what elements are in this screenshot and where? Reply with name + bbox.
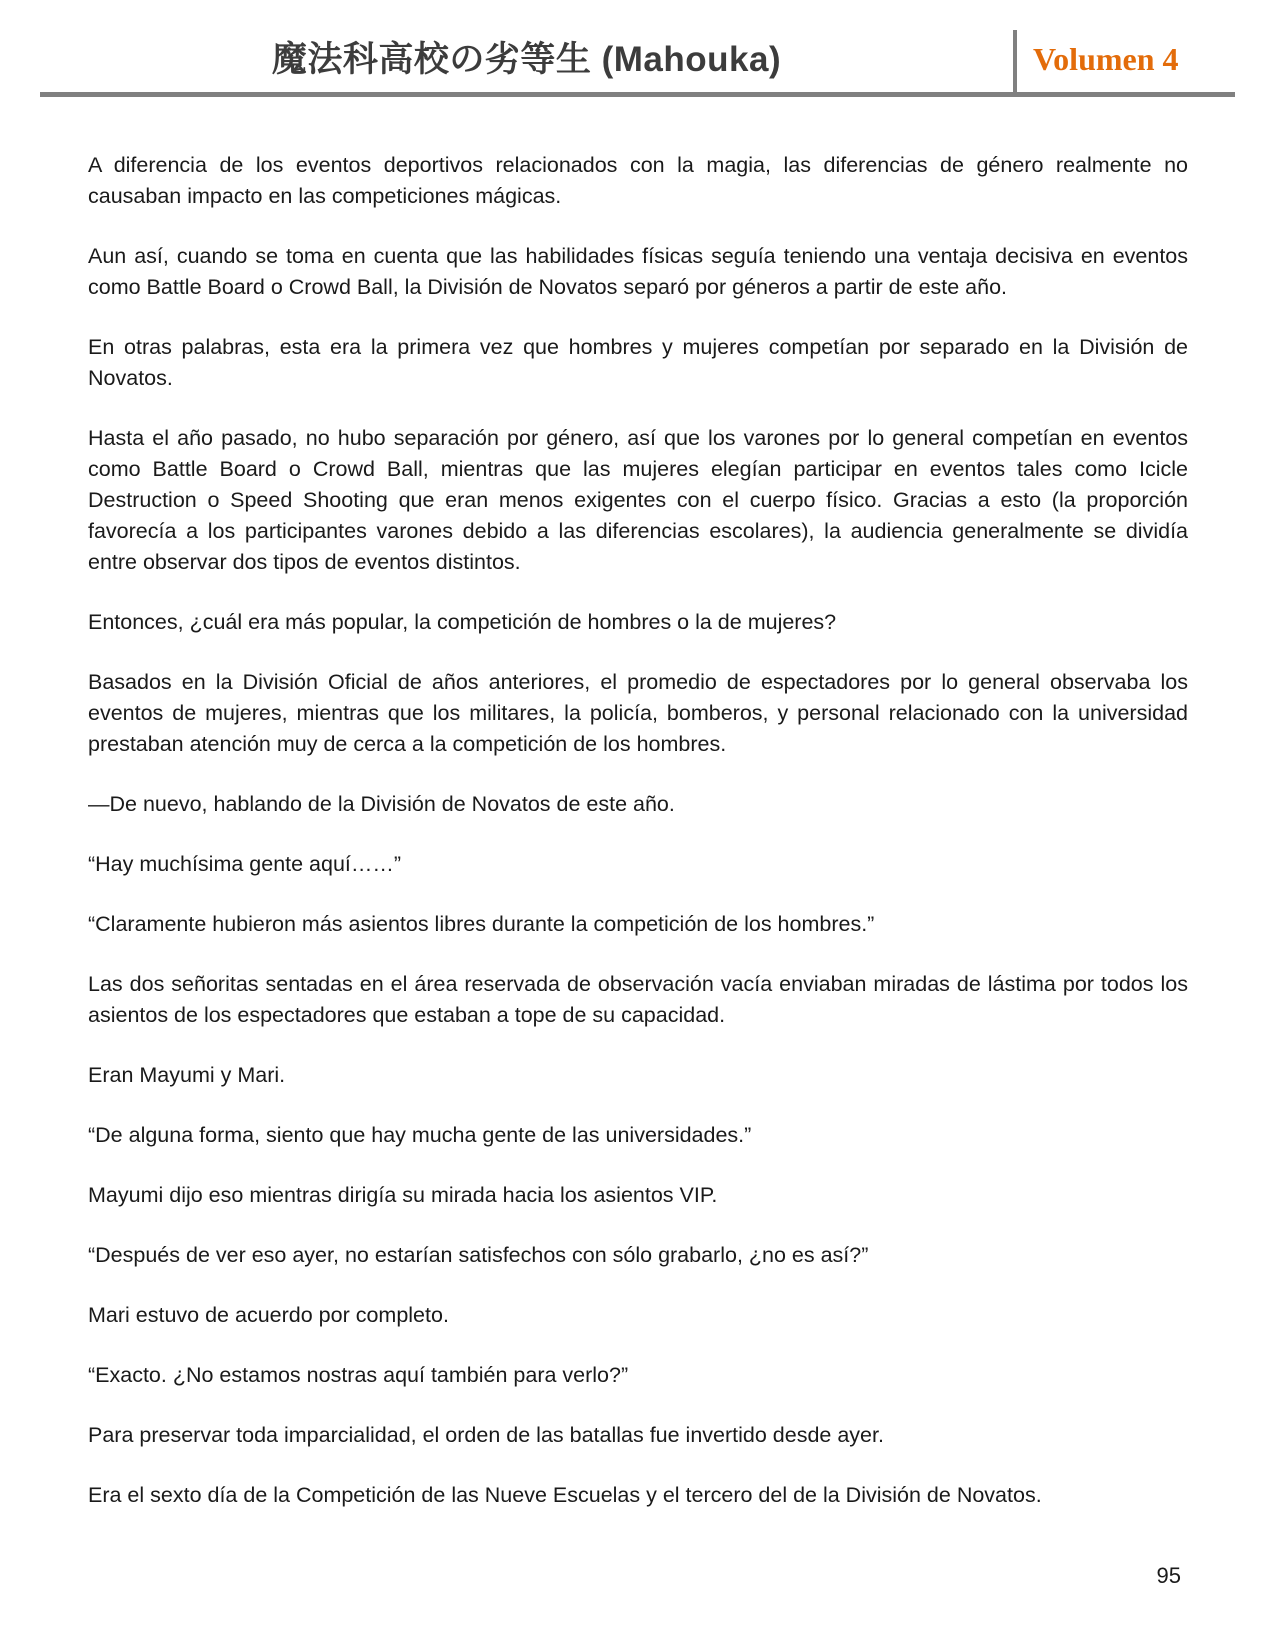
- paragraph: Mari estuvo de acuerdo por completo.: [88, 1303, 449, 1327]
- paragraph: “Después de ver eso ayer, no estarían satisfechos con sólo grabarlo, ¿no es así?”: [88, 1243, 869, 1267]
- body-text: [0, 97, 1275, 1511]
- paragraph: Basados en la División Oficial de años anteriores, el promedio de espectadores por lo general observaba los eventos de mujeres, mientras que los militares, la policía, bomberos, y personal relacionado con la universidad prestaban atención muy de cerca a la competición de los hombres.: [88, 670, 1188, 756]
- paragraph: “Exacto. ¿No estamos nostras aquí también para verlo?”: [88, 1363, 629, 1387]
- paragraph: —De nuevo, hablando de la División de Novatos de este año.: [88, 792, 675, 816]
- header-title-zone: [40, 32, 1013, 92]
- paragraph: Era el sexto día de la Competición de las Nueve Escuelas y el tercero del de la División de Novatos.: [88, 1483, 1042, 1507]
- page-number: 95: [1156, 1563, 1181, 1588]
- paragraph: Eran Mayumi y Mari.: [88, 1063, 286, 1087]
- paragraph: Para preservar toda imparcialidad, el orden de las batallas fue invertido desde ayer.: [88, 1423, 884, 1447]
- paragraph: Hasta el año pasado, no hubo separación por género, así que los varones por lo general competían en eventos como Battle Board o Crowd Ball, mientras que las mujeres elegían participar en eventos tales como Icicle Destruction o Speed Shooting que eran menos exigentes con el cuerpo físico. Gracias a esto (la proporción favorecía a los participantes varones debido a las diferencias escolares), la audiencia generalmente se dividía entre observar dos tipos de eventos distintos.: [88, 426, 1188, 574]
- paragraph: “Hay muchísima gente aquí……”: [88, 852, 402, 876]
- paragraph: A diferencia de los eventos deportivos relacionados con la magia, las diferencias de género realmente no causaban impacto en las competiciones mágicas.: [88, 153, 1188, 208]
- paragraph: En otras palabras, esta era la primera vez que hombres y mujeres competían por separado en la División de Novatos.: [88, 335, 1188, 390]
- volume-zone: [1017, 41, 1235, 92]
- book-title: 魔法科高校の劣等生 (Mahouka): [271, 40, 782, 79]
- paragraph: Entonces, ¿cuál era más popular, la competición de hombres o la de mujeres?: [88, 610, 837, 634]
- paragraph: “De alguna forma, siento que hay mucha gente de las universidades.”: [88, 1123, 752, 1147]
- paragraph: Las dos señoritas sentadas en el área reservada de observación vacía enviaban miradas de lástima por todos los asientos de los espectadores que estaban a tope de su capacidad.: [88, 972, 1188, 1027]
- paragraph: “Claramente hubieron más asientos libres durante la competición de los hombres.”: [88, 912, 875, 936]
- volume-label: Volumen 4: [1033, 41, 1179, 77]
- page-header: [0, 0, 1275, 92]
- paragraph: Mayumi dijo eso mientras dirigía su mirada hacia los asientos VIP.: [88, 1183, 718, 1207]
- paragraph: Aun así, cuando se toma en cuenta que las habilidades físicas seguía teniendo una ventaja decisiva en eventos como Battle Board o Crowd Ball, la División de Novatos separó por géneros a partir de este año.: [88, 244, 1188, 299]
